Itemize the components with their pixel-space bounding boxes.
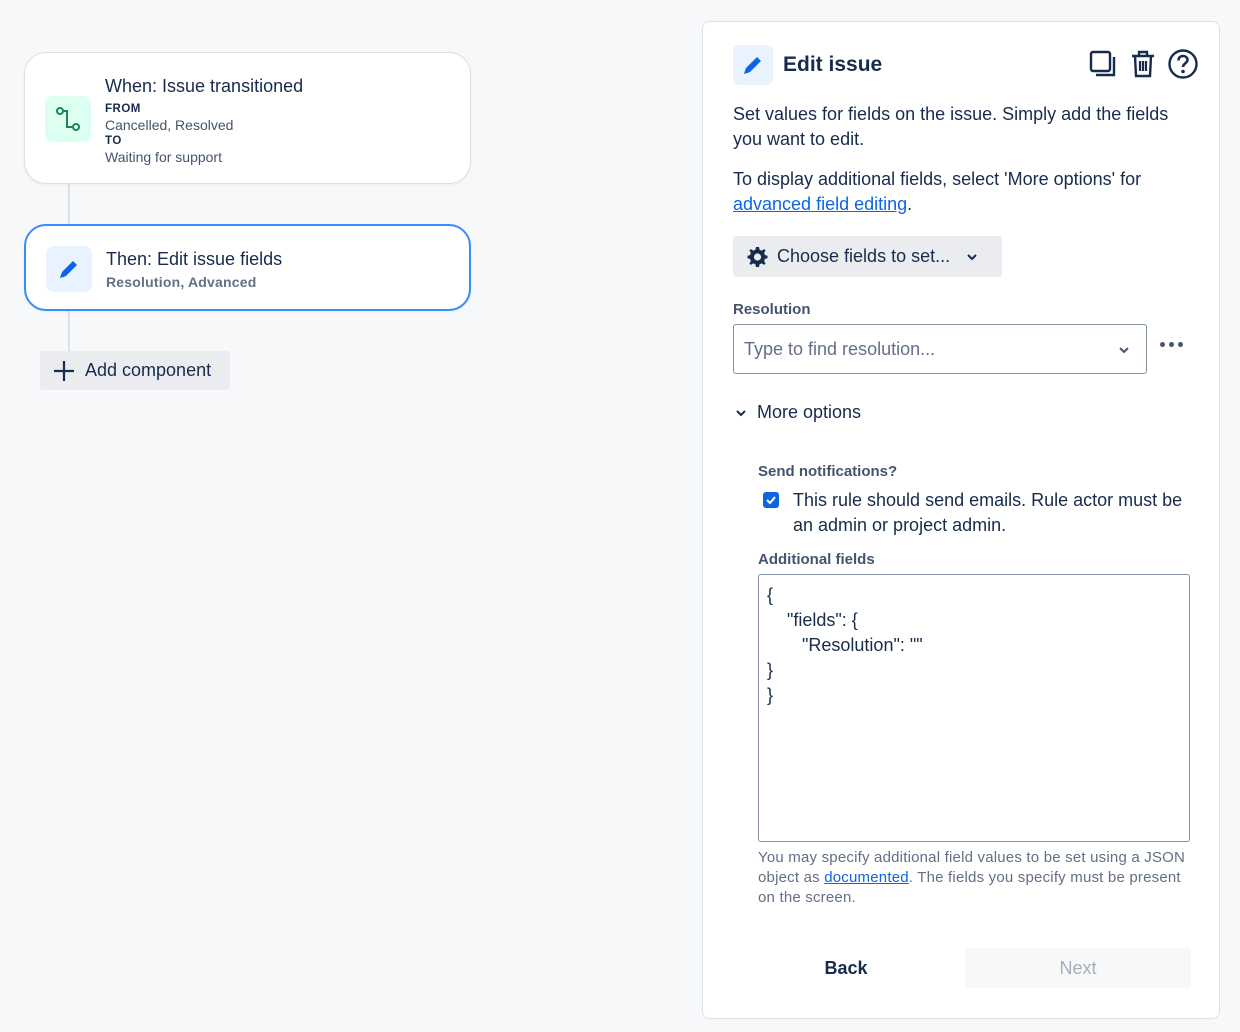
- action-card[interactable]: [24, 224, 471, 311]
- send-notifications-label: Send notifications?: [758, 463, 898, 480]
- plus-icon: [52, 359, 76, 383]
- send-notifications-checkbox[interactable]: [763, 492, 779, 508]
- send-notifications-text: This rule should send emails. Rule actor must be an admin or project admin.: [793, 490, 1183, 535]
- edit-issue-panel: [702, 21, 1220, 1019]
- next-button[interactable]: Next: [965, 948, 1191, 988]
- helper-prefix: You may specify additional field values to be set using a JSON object as: [758, 849, 1186, 886]
- help-icon[interactable]: [1167, 48, 1199, 80]
- advanced-hint-suffix: .: [907, 194, 913, 214]
- copy-icon[interactable]: [1087, 48, 1119, 80]
- choose-fields-label: Choose fields to set...: [777, 246, 951, 266]
- trash-icon[interactable]: [1127, 48, 1159, 80]
- send-notifications-row: [763, 488, 1193, 538]
- more-options-toggle[interactable]: [733, 402, 861, 423]
- chevron-down-icon: [964, 249, 980, 265]
- resolution-select[interactable]: [733, 324, 1147, 374]
- gear-icon: [745, 245, 769, 269]
- trigger-card[interactable]: [24, 52, 471, 184]
- advanced-hint: [733, 167, 1193, 217]
- resolution-label: Resolution: [733, 301, 811, 318]
- resolution-input[interactable]: [744, 337, 1104, 361]
- flow-connector-top: [68, 184, 70, 224]
- chevron-down-icon[interactable]: [1116, 342, 1132, 358]
- additional-fields-textarea[interactable]: [758, 574, 1190, 842]
- panel-description: Set values for fields on the issue. Simply add the fields you want to edit.: [733, 104, 1169, 149]
- trigger-from-label: FROM: [105, 103, 141, 115]
- panel-title: Edit issue: [783, 53, 883, 76]
- chevron-down-icon: [733, 405, 749, 421]
- add-component-button[interactable]: [40, 351, 230, 390]
- check-icon: [765, 494, 777, 506]
- add-component-label: Add component: [85, 360, 212, 380]
- flow-connector-bottom: [68, 311, 70, 351]
- trigger-from-value: Cancelled, Resolved: [105, 117, 234, 133]
- choose-fields-button[interactable]: [733, 236, 1002, 277]
- documented-link[interactable]: documented: [824, 869, 909, 886]
- trigger-to-value: Waiting for support: [105, 149, 222, 165]
- advanced-hint-prefix: To display additional fields, select 'More options' for: [733, 169, 1142, 189]
- more-options-label: More options: [757, 402, 862, 422]
- transition-icon: [45, 96, 91, 142]
- helper-suffix: . The fields you specify must be present on the screen.: [758, 869, 1181, 906]
- pencil-icon: [46, 246, 92, 292]
- panel-header: [733, 45, 1199, 85]
- advanced-field-editing-link[interactable]: advanced field editing: [733, 194, 908, 214]
- trigger-to-label: TO: [105, 135, 122, 147]
- action-subtitle: Resolution, Advanced: [106, 274, 257, 290]
- back-button[interactable]: Back: [733, 948, 959, 988]
- trigger-title: When: Issue transitioned: [105, 76, 304, 96]
- action-title: Then: Edit issue fields: [106, 249, 283, 269]
- more-actions-icon[interactable]: [1157, 337, 1185, 351]
- pencil-icon: [733, 45, 773, 85]
- additional-fields-label: Additional fields: [758, 551, 875, 568]
- additional-fields-helper: [758, 848, 1198, 908]
